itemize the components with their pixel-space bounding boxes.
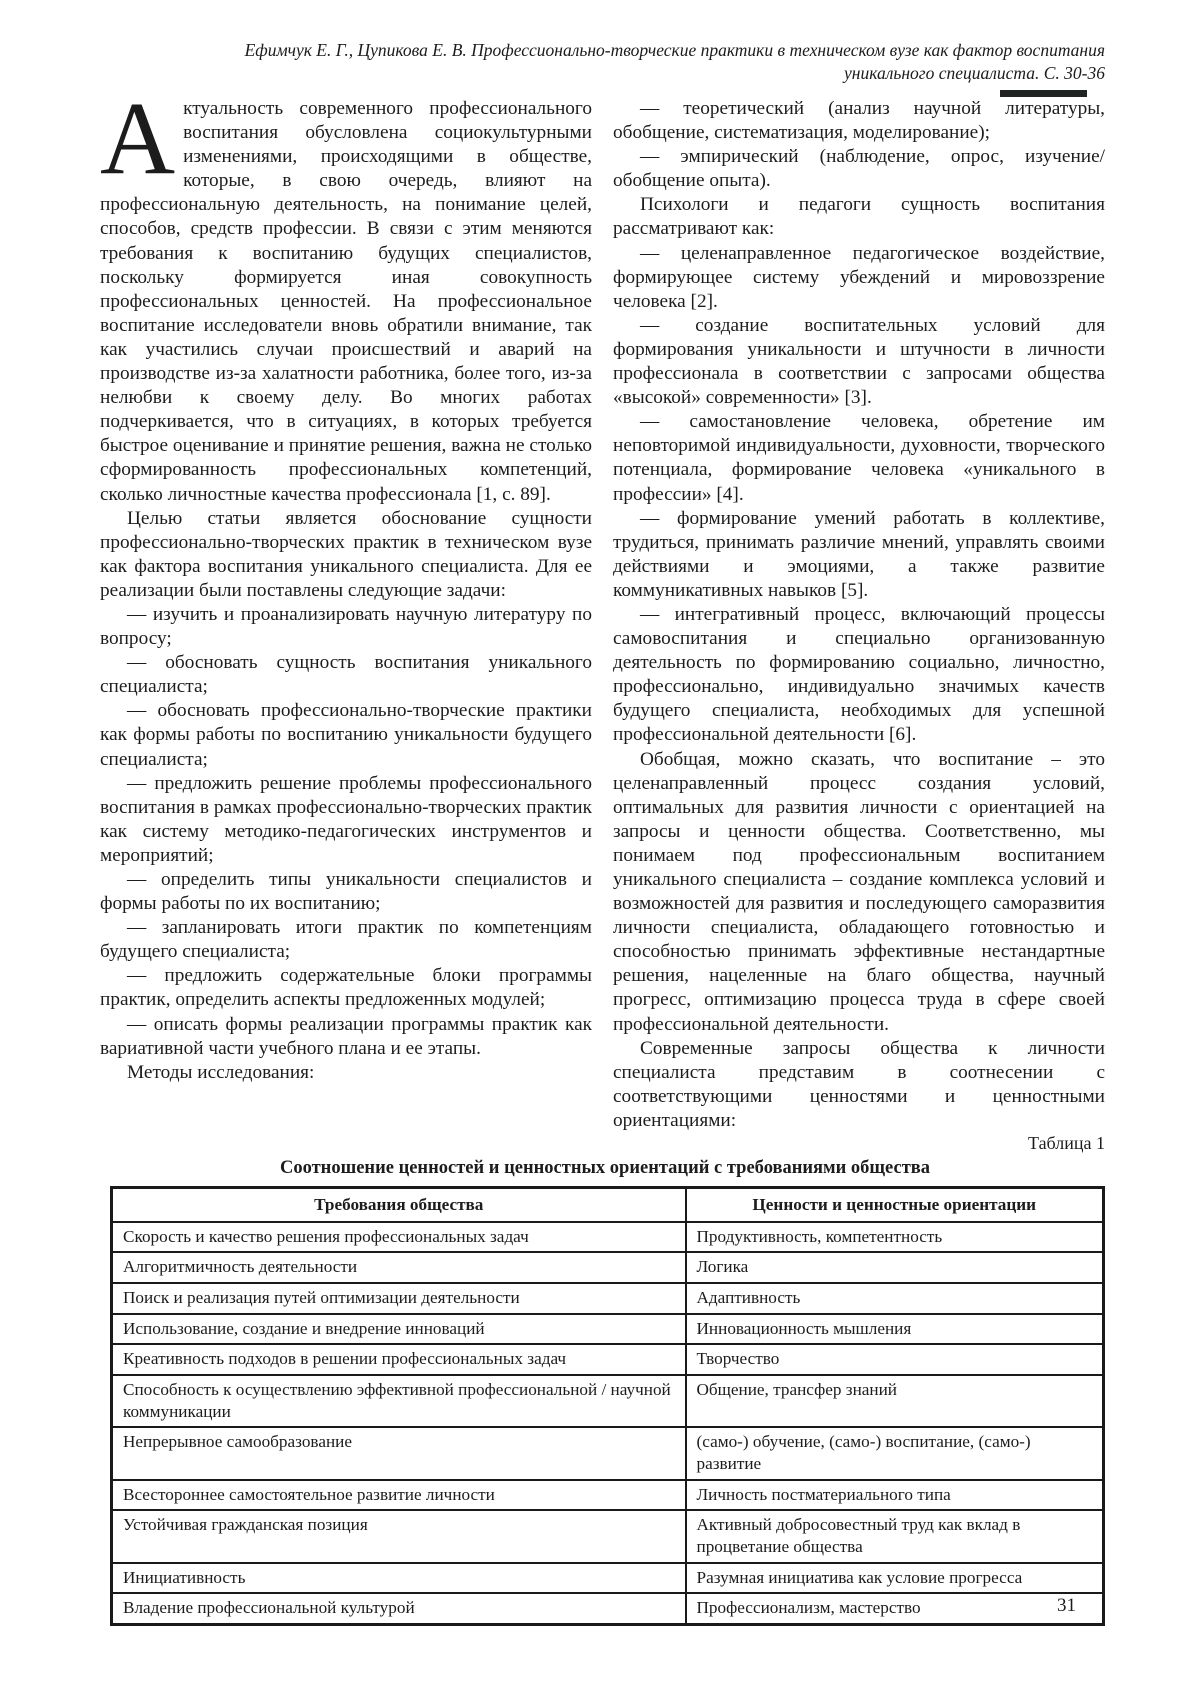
paragraph: Современные запросы общества к личности специалиста представим в соотнесении с соответствующими ценностями и ценностными ориентациями: bbox=[613, 1037, 1105, 1131]
table-cell-value: Логика bbox=[686, 1252, 1104, 1283]
table-row bbox=[112, 1344, 1104, 1375]
table-row bbox=[112, 1222, 1104, 1253]
right-column bbox=[613, 97, 1105, 1139]
paragraph: Психологи и педагоги сущность воспитания рассматривают как: bbox=[613, 194, 1105, 240]
running-head-line1: Ефимчук Е. Г., Цупикова Е. В. Профессионально-творческие практики в техническом вузе как фактор воспитания bbox=[244, 40, 1105, 60]
table-cell-value: Общение, трансфер знаний bbox=[686, 1375, 1104, 1427]
table-row bbox=[112, 1480, 1104, 1511]
paragraph: — самостановление человека, обретение им неповторимой индивидуальности, духовности, творческого потенциала, формирование человека «уникального в профессии» [4]. bbox=[613, 411, 1105, 505]
table-caption: Таблица 1 bbox=[1028, 1133, 1105, 1153]
running-head bbox=[95, 39, 1105, 84]
table-row bbox=[112, 1252, 1104, 1283]
paragraph: Целью статьи является обоснование сущности профессионально-творческих практик в техническом вузе как фактора воспитания уникального специалиста. Для ее реализации были поставлены следующие задачи: bbox=[100, 507, 592, 601]
table-row bbox=[112, 1593, 1104, 1624]
table-cell-requirement: Всестороннее самостоятельное развитие личности bbox=[112, 1480, 686, 1511]
right-column-paragraphs bbox=[613, 97, 1105, 1133]
table-row bbox=[112, 1314, 1104, 1345]
scan-artifact-bar bbox=[1000, 90, 1087, 97]
left-column-paragraphs bbox=[100, 507, 592, 1085]
table-row bbox=[112, 1283, 1104, 1314]
table-row bbox=[112, 1375, 1104, 1427]
table-cell-requirement: Креативность подходов в решении профессиональных задач bbox=[112, 1344, 686, 1375]
table-cell-value: Адаптивность bbox=[686, 1283, 1104, 1314]
table-row bbox=[112, 1427, 1104, 1479]
paragraph: Методы исследования: bbox=[127, 1061, 315, 1083]
table-cell-requirement: Поиск и реализация путей оптимизации деятельности bbox=[112, 1283, 686, 1314]
table-cell-value: Личность постматериального типа bbox=[686, 1480, 1104, 1511]
table-cell-requirement: Непрерывное самообразование bbox=[112, 1427, 686, 1479]
table-cell-requirement: Алгоритмичность деятельности bbox=[112, 1252, 686, 1283]
paragraph: — теоретический (анализ научной литературы, обобщение, систематизация, моделирование); bbox=[613, 98, 1105, 144]
paragraph: — предложить решение проблемы профессионального воспитания в рамках профессионально-творческих практик как систему методико-педагогических инструментов и мероприятий; bbox=[100, 772, 592, 866]
table-cell-value: Активный добросовестный труд как вклад в процветание общества bbox=[686, 1510, 1104, 1562]
table-row bbox=[112, 1510, 1104, 1562]
left-column bbox=[100, 97, 592, 1139]
paragraph: — интегративный процесс, включающий процессы самовоспитания и специально организованную деятельность по формированию социально, личностно, профессионально, индивидуально значимых качеств будущего специалиста, необходимых для успешной профессиональной деятельности [6]. bbox=[613, 603, 1105, 746]
table-cell-value: Разумная инициатива как условие прогресса bbox=[686, 1563, 1104, 1594]
table-cell-requirement: Использование, создание и внедрение инноваций bbox=[112, 1314, 686, 1345]
table-cell-requirement: Способность к осуществлению эффективной профессиональной / научной коммуникации bbox=[112, 1375, 686, 1427]
lead-paragraph-text: ктуальность современного профессионального воспитания обусловлена социокультурными изменениями, происходящими в обществе, которые, в свою очередь, влияют на профессиональную деятельность, на понимание целей, способов, средств профессии. В связи с этим меняются требования к воспитанию будущих специалистов, поскольку формируется иная совокупность профессиональных ценностей. На профессиональное воспитание исследователи вновь обратили внимание, так как участились случаи происшествий и аварий на производстве из-за халатности работника, более того, из-за нелюбви к своему делу. Во многих работах подчеркивается, что в ситуациях, в которых требуется быстрое оценивание и принятие решения, важна не столько сформированность профессиональных компетенций, сколько личностные качества профессионала [1, с. 89]. bbox=[100, 98, 592, 505]
table-cell-value: (само-) обучение, (само-) воспитание, (само-) развитие bbox=[686, 1427, 1104, 1479]
paragraph: Обобщая, можно сказать, что воспитание – это целенаправленный процесс создания условий, оптимальных для развития личности с ориентацией на запросы и ценности общества. Соответственно, мы понимаем под профессиональным воспитанием уникального специалиста – создание комплекса условий и возможностей для развития и последующего саморазвития личности специалиста, обладающего готовностью и способностью принимать эффективные нестандартные решения, нацеленные на благо общества, научный прогресс, оптимизацию процесса труда в сфере своей профессиональной деятельности. bbox=[613, 748, 1105, 1035]
dropcap-letter: А bbox=[100, 97, 176, 196]
running-head-line2: уникального специалиста. С. 30-36 bbox=[844, 62, 1105, 83]
table-cell-requirement: Инициативность bbox=[112, 1563, 686, 1594]
table-cell-requirement: Скорость и качество решения профессиональных задач bbox=[112, 1222, 686, 1253]
page-number: 31 bbox=[1057, 1595, 1076, 1616]
paragraph: — обосновать сущность воспитания уникального специалиста; bbox=[100, 652, 592, 698]
article-body bbox=[100, 97, 1106, 1139]
paragraph: — запланировать итоги практик по компетенциям будущего специалиста; bbox=[100, 917, 592, 963]
table-head bbox=[112, 1188, 1104, 1222]
table-row bbox=[112, 1563, 1104, 1594]
table-cell-value: Инновационность мышления bbox=[686, 1314, 1104, 1345]
paragraph: — предложить содержательные блоки программы практик, определить аспекты предложенных модулей; bbox=[100, 965, 592, 1011]
paragraph: — определить типы уникальности специалистов и формы работы по их воспитанию; bbox=[100, 869, 592, 915]
table-cell-requirement: Владение профессиональной культурой bbox=[112, 1593, 686, 1624]
values-table bbox=[110, 1186, 1105, 1626]
paragraph: — создание воспитательных условий для формирования уникальности и штучности в личности профессионала в соответствии с запросами общества «высокой» современности» [3]. bbox=[613, 314, 1105, 409]
table-header-row bbox=[112, 1188, 1104, 1222]
table-cell-value: Профессионализм, мастерство bbox=[686, 1593, 1104, 1624]
table-title: Соотношение ценностей и ценностных ориентаций с требованиями общества bbox=[279, 1158, 931, 1178]
table-header-requirements: Требования общества bbox=[112, 1188, 686, 1222]
lead-paragraph bbox=[100, 97, 592, 507]
paragraph: — обосновать профессионально-творческие практики как формы работы по воспитанию уникальности будущего специалиста; bbox=[100, 700, 592, 770]
paragraph: — описать формы реализации программы практик как вариативной части учебного плана и ее этапы. bbox=[100, 1013, 592, 1059]
paragraph: — формирование умений работать в коллективе, трудиться, принимать различие мнений, управлять своими действиями и эмоциями, а также развитие коммуникативных навыков [5]. bbox=[613, 507, 1105, 601]
table-header-values: Ценности и ценностные ориентации bbox=[686, 1188, 1104, 1222]
table-cell-requirement: Устойчивая гражданская позиция bbox=[112, 1510, 686, 1562]
paragraph: — целенаправленное педагогическое воздействие, формирующее систему убеждений и мировоззрение человека [2]. bbox=[613, 242, 1105, 312]
table-cell-value: Продуктивность, компетентность bbox=[686, 1222, 1104, 1253]
table-cell-value: Творчество bbox=[686, 1344, 1104, 1375]
table-body bbox=[112, 1222, 1104, 1625]
paragraph: — изучить и проанализировать научную литературу по вопросу; bbox=[100, 603, 592, 650]
paragraph: — эмпирический (наблюдение, опрос, изучение/обобщение опыта). bbox=[613, 146, 1105, 192]
